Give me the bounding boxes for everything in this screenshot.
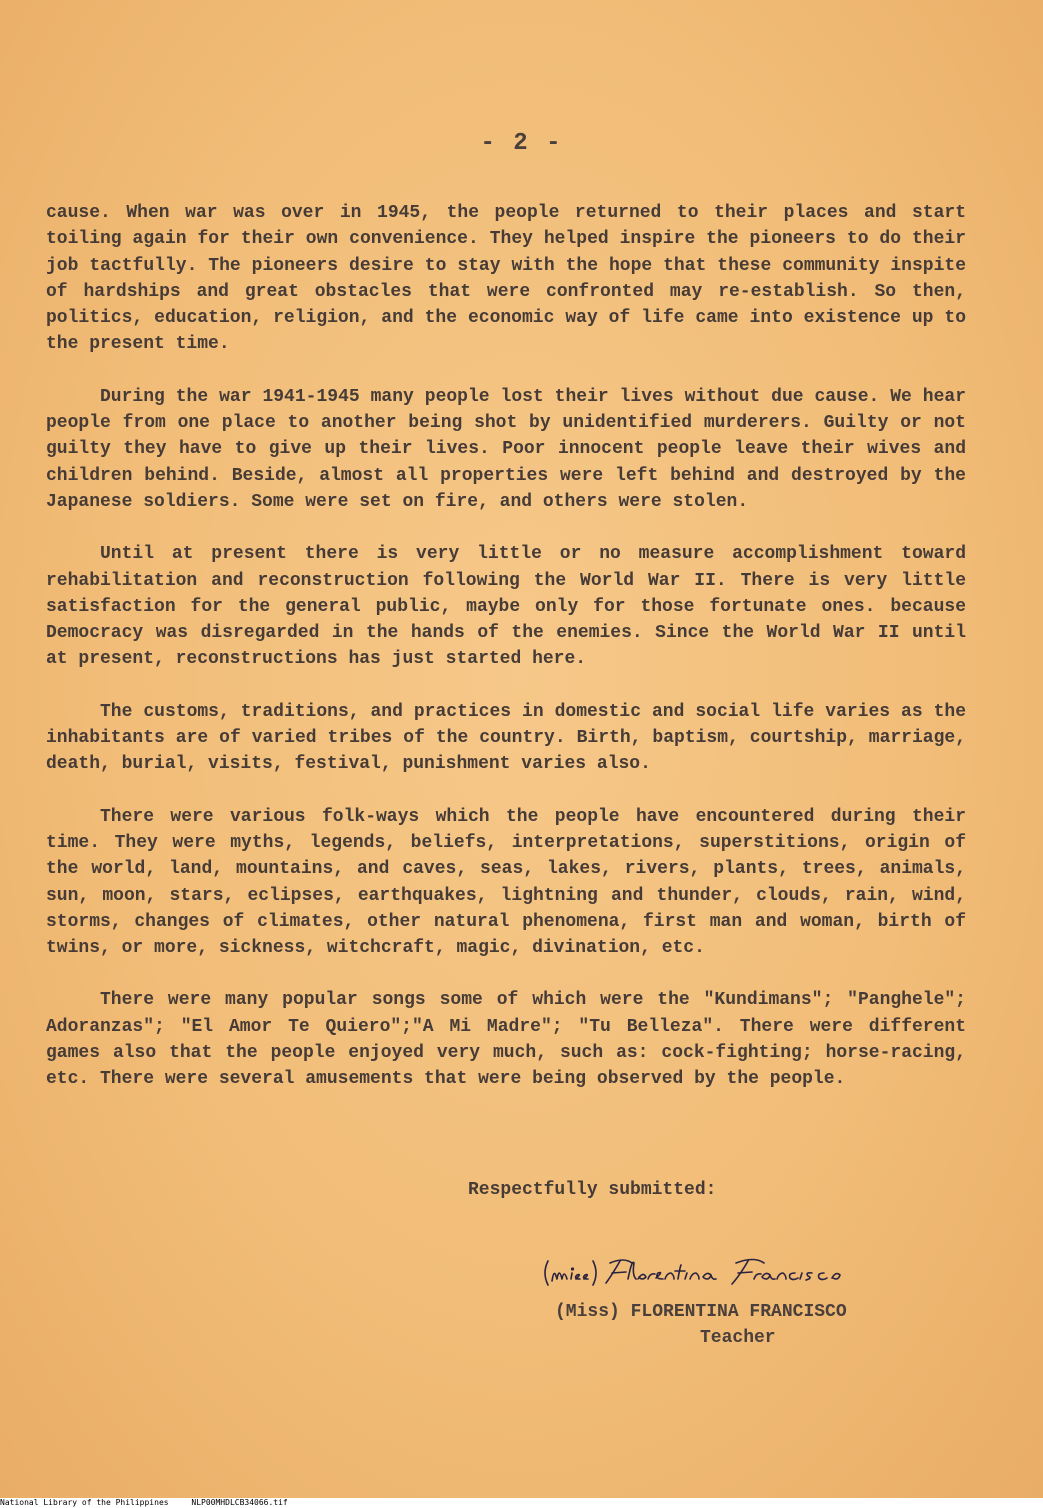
- paragraph-5: There were various folk-ways which the people have encountered during their time. They were myths, legends, beliefs, interpretations, superstitions, origin of the world, land, mountains, and caves, seas, lakes, rivers, plants, trees, animals, sun, moon, stars, eclipses, earthquakes, lightning and thunder, clouds, rain, wind, storms, changes of climates, other natural phenomena, first man and woman, birth of twins, or more, sickness, witchcraft, magic, divination, etc.: [46, 806, 966, 959]
- paragraph-2: During the war 1941-1945 many people lost their lives without due cause. We hear people from one place to another being shot by unidentified murderers. Guilty or not guilty they have to give up their lives. Poor innocent people leave their wives and children behind. Beside, almost all properties were left behind and destroyed by the Japanese soldiers. Some were set on fire, and others were stolen.: [46, 386, 966, 512]
- page-number: - 2 -: [480, 130, 563, 157]
- document-body: [46, 200, 966, 1119]
- paragraph-3: Until at present there is very little or no measure accomplishment toward rehabilitation and reconstruction following the World War II. There is very little satisfaction for the general public, maybe only for those fortunate ones. because Democracy was disregarded in the hands of the enemies. Since the World War II until at present, reconstructions has just started here.: [46, 544, 966, 670]
- paragraph-6: There were many popular songs some of which were the "Kundimans"; "Panghele"; Adoranzas"; "El Amor Te Quiero";"A Mi Madre"; "Tu Belleza". There were different games also that the people enjoyed very much, such as: cock-fighting; horse-racing, etc. There were several amusements that were being observed by the people.: [46, 990, 966, 1090]
- paragraph-4: The customs, traditions, and practices in domestic and social life varies as the inhabitants are of varied tribes of the country. Birth, baptism, courtship, marriage, death, burial, visits, festival, punishment varies also.: [46, 701, 966, 775]
- footer-file-id: NLP00MHDLCB34066.tif: [191, 1498, 288, 1507]
- handwritten-signature: [540, 1253, 860, 1293]
- paragraph-1: cause. When war was over in 1945, the people returned to their places and start toiling again for their own convenience. They helped inspire the pioneers to do their job tactfully. The pioneers desire to stay with the hope that these community inspite of hardships and great obstacles that were confronted may re-establish. So then, politics, education, religion, and the economic way of life came into existence up to the present time.: [46, 203, 966, 355]
- signer-name: (Miss) FLORENTINA FRANCISCO: [555, 1302, 847, 1322]
- archive-footer: [0, 1498, 1043, 1508]
- signer-title: Teacher: [700, 1328, 776, 1348]
- footer-library: National Library of the Philippines: [0, 1498, 169, 1507]
- closing-line: Respectfully submitted:: [468, 1180, 717, 1200]
